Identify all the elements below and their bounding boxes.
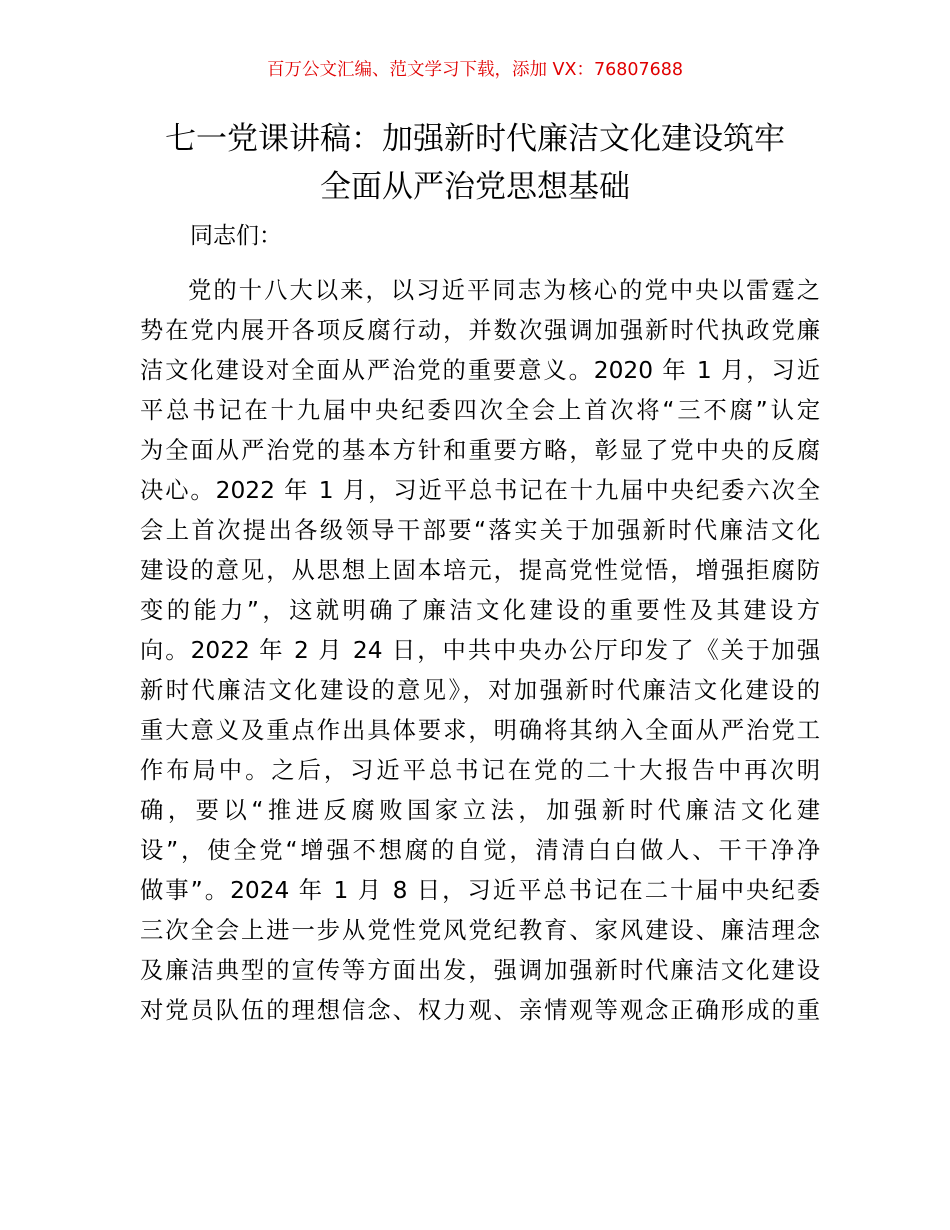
paragraph-line: 三次全会上进一步从党性党风党纪教育、家风建设、廉洁理念 [140, 917, 820, 944]
paragraph-line: 建设的意见，从思想上固本培元，提高党性觉悟，增强拒腐防 [140, 557, 820, 584]
paragraph-line: 决心。2022 年 1 月，习近平总书记在十九届中央纪委六次全 [140, 477, 820, 504]
paragraph-line: 设”，使全党“增强不想腐的自觉，清清白白做人、干干净净 [140, 837, 820, 864]
paragraph-line: 变的能力”，这就明确了廉洁文化建设的重要性及其建设方 [140, 597, 820, 624]
paragraph-line: 重大意义及重点作出具体要求，明确将其纳入全面从严治党工 [140, 717, 820, 744]
paragraph-line: 做事”。2024 年 1 月 8 日，习近平总书记在二十届中央纪委 [140, 877, 820, 904]
paragraph-line: 平总书记在十九届中央纪委四次全会上首次将“三不腐”认定 [140, 397, 820, 424]
salutation: 同志们： [190, 223, 282, 249]
paragraph-line: 新时代廉洁文化建设的意见》，对加强新时代廉洁文化建设的 [140, 677, 820, 704]
paragraph-line: 对党员队伍的理想信念、权力观、亲情观等观念正确形成的重 [140, 997, 820, 1024]
paragraph-line: 及廉洁典型的宣传等方面出发，强调加强新时代廉洁文化建设 [140, 957, 820, 984]
paragraph-line: 作布局中。之后，习近平总书记在党的二十大报告中再次明 [140, 757, 820, 784]
paragraph-line: 向。2022 年 2 月 24 日，中共中央办公厅印发了《关于加强 [140, 637, 820, 664]
title-line: 七一党课讲稿：加强新时代廉洁文化建设筑牢 [165, 121, 785, 157]
paragraph-line: 党的十八大以来，以习近平同志为核心的党中央以雷霆之 [188, 277, 820, 304]
title-line: 全面从严治党思想基础 [320, 169, 630, 205]
paragraph-line: 会上首次提出各级领导干部要“落实关于加强新时代廉洁文化 [140, 517, 820, 544]
watermark-header: 百万公文汇编、范文学习下载，添加 VX：76807688 [266, 60, 684, 80]
paragraph-line: 洁文化建设对全面从严治党的重要意义。2020 年 1 月，习近 [140, 357, 820, 384]
paragraph-line: 为全面从严治党的基本方针和重要方略，彰显了党中央的反腐 [140, 437, 820, 464]
page-title [100, 115, 850, 211]
body-paragraph [140, 271, 820, 1031]
paragraph-line: 势在党内展开各项反腐行动，并数次强调加强新时代执政党廉 [140, 317, 820, 344]
paragraph-line: 确，要以“推进反腐败国家立法，加强新时代廉洁文化建 [140, 797, 820, 824]
